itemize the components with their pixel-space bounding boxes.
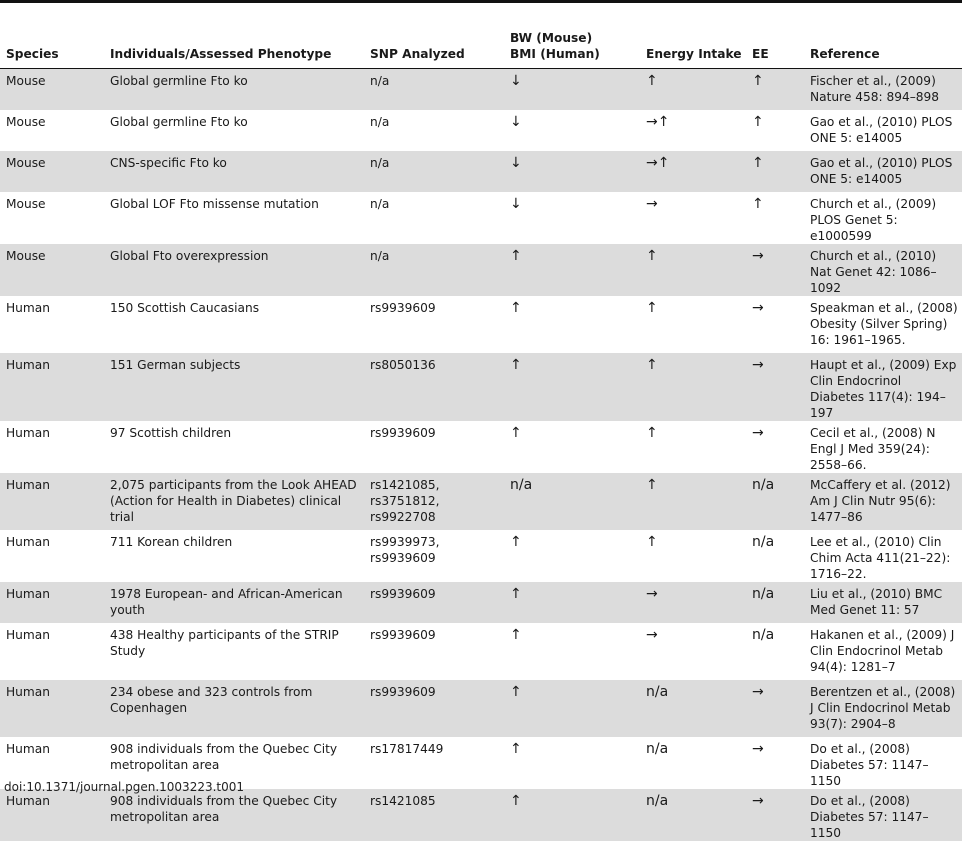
cell-ref: McCaffery et al. (2012) Am J Clin Nutr 95(6): 1477–86	[804, 473, 962, 530]
data-table	[0, 30, 962, 841]
cell-ee: →	[746, 680, 804, 737]
cell-bw: ↑	[504, 680, 640, 737]
col-header-species: Species	[6, 47, 59, 61]
cell-ee: →	[752, 740, 764, 757]
cell-individuals: 908 individuals from the Quebec City metropolitan area	[104, 789, 364, 841]
cell-ref: Haupt et al., (2009) Exp Clin Endocrinol Diabetes 117(4): 194–197	[804, 353, 962, 421]
cell-snp: rs17817449	[370, 741, 444, 756]
cell-snp: n/a	[364, 69, 504, 110]
cell-species: Mouse	[0, 69, 104, 110]
cell-ee: →	[752, 424, 764, 441]
table-row	[0, 473, 962, 530]
table-row	[0, 151, 962, 192]
cell-ref: Gao et al., (2010) PLOS ONE 5: e14005	[804, 151, 962, 192]
cell-snp: rs9939609	[370, 425, 436, 440]
cell-species: Human	[6, 300, 50, 315]
cell-snp: rs9939609	[364, 582, 504, 623]
table-row	[0, 623, 962, 680]
cell-snp: rs9939609	[370, 300, 436, 315]
cell-intake: →	[640, 582, 746, 623]
table-row	[0, 192, 962, 244]
cell-intake: ↑	[646, 533, 658, 550]
cell-species: Human	[6, 741, 50, 756]
cell-bw: ↑	[504, 353, 640, 421]
cell-ref: Speakman et al., (2008) Obesity (Silver Spring) 16: 1961–1965.	[810, 300, 958, 347]
col-header-individuals: Individuals/Assessed Phenotype	[110, 47, 332, 61]
cell-individuals: 2,075 participants from the Look AHEAD (Action for Health in Diabetes) clinical trial	[104, 473, 364, 530]
cell-individuals: Global germline Fto ko	[104, 69, 364, 110]
cell-intake: ↑	[640, 473, 746, 530]
cell-snp: rs1421085, rs3751812, rs9922708	[364, 473, 504, 530]
cell-intake: →↑	[646, 113, 670, 130]
cell-intake: ↑	[640, 353, 746, 421]
cell-individuals: 150 Scottish Caucasians	[110, 300, 260, 315]
cell-individuals: Global LOF Fto missense mutation	[110, 196, 319, 211]
cell-individuals: 151 German subjects	[104, 353, 364, 421]
cell-ref: Cecil et al., (2008) N Engl J Med 359(24): 2558–66.	[810, 425, 936, 472]
table-top-rule	[0, 0, 962, 3]
cell-intake: ↑	[640, 69, 746, 110]
cell-ee: →	[746, 353, 804, 421]
cell-bw: ↓	[504, 69, 640, 110]
table-row	[0, 110, 962, 151]
cell-bw: ↑	[510, 533, 522, 550]
cell-individuals: CNS-specific Fto ko	[104, 151, 364, 192]
cell-ee: ↑	[746, 151, 804, 192]
cell-ee: ↑	[752, 195, 764, 212]
cell-ref: Do et al., (2008) Diabetes 57: 1147–1150	[804, 789, 962, 841]
cell-snp: rs1421085	[364, 789, 504, 841]
cell-snp: n/a	[364, 151, 504, 192]
cell-species: Mouse	[0, 151, 104, 192]
cell-intake: ↑	[646, 424, 658, 441]
cell-individuals: Global Fto overexpression	[104, 244, 364, 296]
cell-snp: rs9939609	[370, 627, 436, 642]
cell-bw: ↓	[504, 151, 640, 192]
col-header-reference: Reference	[810, 47, 880, 61]
cell-bw: ↓	[510, 195, 522, 212]
table-row	[0, 244, 962, 296]
cell-snp: rs9939973, rs9939609	[370, 534, 440, 565]
cell-individuals: 97 Scottish children	[110, 425, 232, 440]
cell-ee: ↑	[746, 69, 804, 110]
cell-snp: n/a	[370, 196, 390, 211]
cell-species: Human	[0, 473, 104, 530]
cell-intake: →	[646, 626, 658, 643]
cell-ref: Berentzen et al., (2008) J Clin Endocrinol Metab 93(7): 2904–8	[804, 680, 962, 737]
cell-snp: n/a	[370, 114, 390, 129]
cell-ee: →	[746, 244, 804, 296]
table-row	[0, 353, 962, 421]
cell-ref: Church et al., (2009) PLOS Genet 5: e1000599	[810, 196, 937, 243]
cell-individuals: 438 Healthy participants of the STRIP Study	[110, 627, 339, 658]
cell-individuals: 908 individuals from the Quebec City metropolitan area	[110, 741, 338, 772]
cell-bw: ↑	[504, 582, 640, 623]
col-header-bw	[504, 30, 640, 69]
table-row	[0, 582, 962, 623]
cell-bw: ↑	[510, 626, 522, 643]
cell-ref: Gao et al., (2010) PLOS ONE 5: e14005	[810, 114, 953, 145]
cell-intake: ↑	[646, 299, 658, 316]
cell-species: Human	[0, 680, 104, 737]
cell-ee: n/a	[746, 473, 804, 530]
cell-snp: rs9939609	[364, 680, 504, 737]
table-row	[0, 530, 962, 582]
cell-intake: n/a	[640, 789, 746, 841]
cell-species: Human	[6, 627, 50, 642]
cell-ee: →	[752, 299, 764, 316]
cell-bw: ↓	[510, 113, 522, 130]
cell-bw: ↑	[504, 789, 640, 841]
cell-individuals: 1978 European- and African-American youth	[104, 582, 364, 623]
cell-bw: ↑	[510, 299, 522, 316]
cell-intake: n/a	[646, 740, 669, 757]
cell-ee: ↑	[752, 113, 764, 130]
cell-species: Human	[0, 353, 104, 421]
cell-ref: Hakanen et al., (2009) J Clin Endocrinol Metab 94(4): 1281–7	[810, 627, 955, 674]
cell-ref: Lee et al., (2010) Clin Chim Acta 411(21–22): 1716–22.	[810, 534, 951, 581]
table-row	[0, 680, 962, 737]
table-row	[0, 421, 962, 473]
cell-ref: Fischer et al., (2009) Nature 458: 894–898	[804, 69, 962, 110]
cell-individuals: 234 obese and 323 controls from Copenhagen	[104, 680, 364, 737]
cell-species: Mouse	[6, 196, 46, 211]
cell-intake: ↑	[640, 244, 746, 296]
col-header-intake: Energy Intake	[646, 47, 742, 61]
doi-caption: doi:10.1371/journal.pgen.1003223.t001	[4, 780, 245, 794]
cell-bw: ↑	[510, 424, 522, 441]
cell-ee: n/a	[752, 533, 775, 550]
cell-species: Human	[6, 425, 50, 440]
cell-bw: ↑	[504, 244, 640, 296]
cell-ee: n/a	[752, 626, 775, 643]
cell-bw: n/a	[504, 473, 640, 530]
cell-ee: →	[746, 789, 804, 841]
col-header-bw-line1: BW (Mouse)	[510, 31, 593, 45]
cell-bw: ↑	[510, 740, 522, 757]
cell-snp: n/a	[364, 244, 504, 296]
table-row	[0, 296, 962, 353]
cell-ref: Do et al., (2008) Diabetes 57: 1147–1150	[810, 741, 929, 788]
cell-intake: →↑	[640, 151, 746, 192]
cell-species: Mouse	[6, 114, 46, 129]
table-row	[0, 789, 962, 841]
cell-species: Human	[6, 534, 50, 549]
col-header-bw-line2: BMI (Human)	[510, 47, 600, 61]
cell-species: Mouse	[0, 244, 104, 296]
cell-ref: Liu et al., (2010) BMC Med Genet 11: 57	[804, 582, 962, 623]
cell-individuals: Global germline Fto ko	[110, 114, 248, 129]
cell-ee: n/a	[746, 582, 804, 623]
cell-snp: rs8050136	[364, 353, 504, 421]
cell-species: Human	[0, 789, 104, 841]
col-header-ee: EE	[752, 47, 769, 61]
cell-ref: Church et al., (2010) Nat Genet 42: 1086–1092	[804, 244, 962, 296]
table-body	[0, 69, 962, 841]
cell-individuals: 711 Korean children	[110, 534, 233, 549]
cell-intake: n/a	[640, 680, 746, 737]
cell-species: Human	[0, 582, 104, 623]
table-header	[0, 30, 962, 69]
col-header-snp: SNP Analyzed	[370, 47, 465, 61]
table-row	[0, 69, 962, 110]
cell-intake: →	[646, 195, 658, 212]
